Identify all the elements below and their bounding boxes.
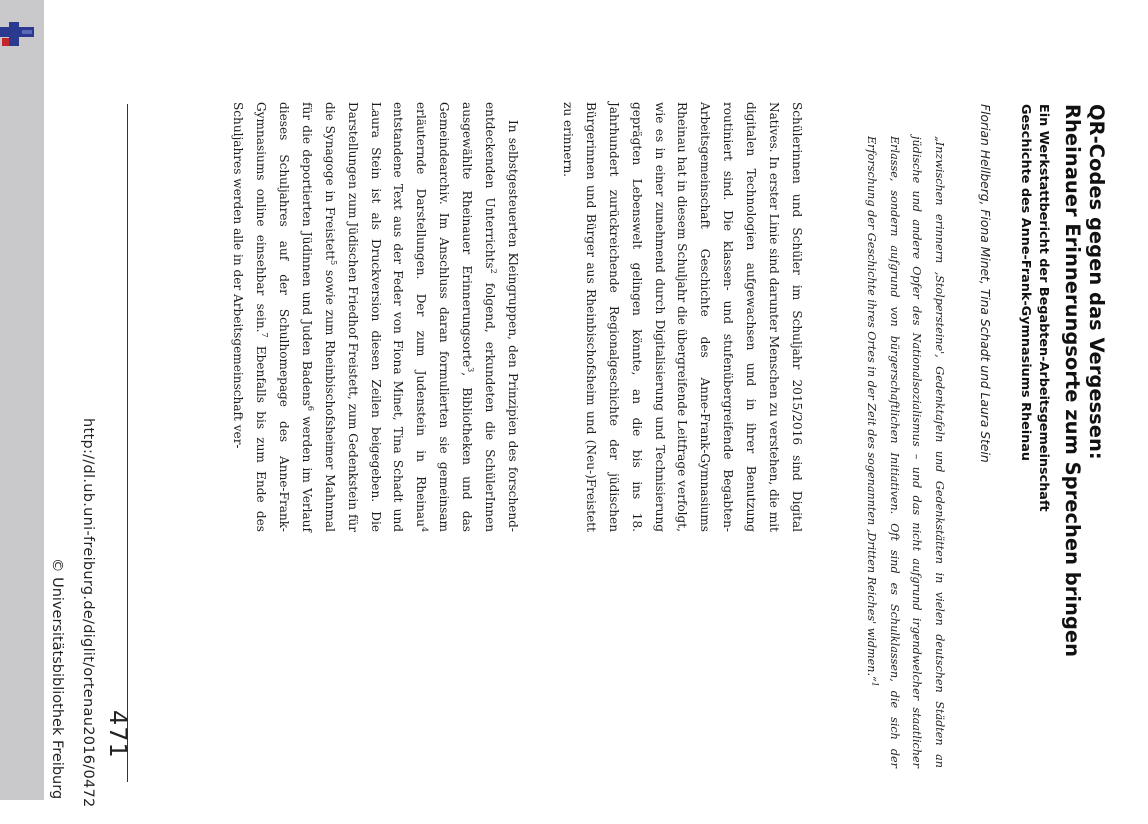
subtitle-line-2: Geschichte des Anne-Frank-Gymnasiums Rheinau [1018,104,1033,461]
footnote-marker: 4 [420,526,430,532]
footnote-marker: 2 [489,268,499,274]
footnote-marker: 1 [870,681,880,687]
header-rule [127,104,128,782]
paragraph-text: Ebenfalls bis zum Ende des Schuljahres werden alle in der Arbeitsgemeinschaft ver- [231,102,269,532]
article-subtitle [1016,104,1052,824]
body-paragraph-2 [226,102,524,532]
body-paragraph-1: Schülerinnen und Schüler im Schuljahr 2015/2016 sind Digital Natives. In erster Linie sind darunter Menschen zu verstehen, die mit digitalen Technologien aufgewachsen und in ihrer Benutzung routiniert sind. Die klassen- und stufenübergreifende Begabten-Arbeitsgemeinschaft Geschichte des Anne-Frank-Gymnasiums Rheinau hat in diesem Schuljahr die übergreifende Leitfrage verfolgt, wie es in einer zunehmend durch Digitalisierung und Technisierung geprägten Lebenswelt gelingen könnte, an die bis ins 18. Jahrhundert zurückreichende Regionalgeschichte der jüdischen Bürgerinnen und Bürger aus Rheinbischofsheim und (Neu-)Freistett zu erinnern. [560,102,804,532]
article-authors: Florian Hellberg, Fiona Minet, Tina Schadt und Laura Stein [978,104,992,463]
page-number: 471 [104,710,132,759]
viewer-left-margin [0,0,44,800]
footnote-marker: 6 [305,405,315,411]
footnote-marker: 5 [328,260,338,266]
footnote-marker: 3 [466,367,476,373]
epigraph-text: „Inzwischen erinnern ‚Stolpersteine', Gedenktafeln und Gedenkstätten in vielen deutschen Städten an jüdische und andere Opfer des Nationalsozialismus – und das nicht aufgrund irgendwelcher staatlicher Erlasse, sondern aufgrund von bürgerschaftlichen Initiativen. Oft sind es Schulklassen, die sich der Erforschung der Geschichte ihres Ortes in der Zeit des sogenannten ‚Dritten Reiches' widmen.“ [865,136,946,768]
title-line-1: QR-Codes gegen das Vergessen: [1085,104,1108,460]
body-column-1 [556,102,808,532]
paragraph-text: folgend, erkundeten die SchülerInnen ausgewählte Rheinauer Erinnerungsorte [460,102,498,532]
document-page [44,0,1148,808]
subtitle-line-1: Ein Werkstattbericht der Begabten-Arbeitsgemeinschaft [1036,104,1051,512]
article-title [1060,104,1108,824]
paragraph-text: , Bibliotheken und das Gemeindearchiv. Im Anschluss daran formulierten sie gemeinsam erläuternde Darstellungen. Der zum Judenstein in Rheinau [414,102,475,533]
title-line-2: Rheinauer Erinnerungsorte zum Sprechen bringen [1061,104,1084,657]
copyright-notice: © Universitätsbibliothek Freiburg [49,558,65,800]
epigraph-quote [860,136,950,768]
source-url[interactable]: http://dl.ub.uni-freiburg.de/diglit/ortenau2016/0472 [80,418,96,808]
paragraph-text: sowie zum Rheinbischofsheimer Mahnmal für die deportierten Jüdinnen und Juden Badens [299,102,337,533]
body-column-2 [226,102,524,532]
footnote-marker: 7 [260,332,270,338]
paragraph-text: In selbstgesteuerten Kleingruppen, den Prinzipien des forschend-entdeckenden Unterrichts [483,102,520,532]
paragraph-text: werden im Verlauf dieses Schuljahres auf der Schulhomepage des Anne-Frank-Gymnasiums online einsehbar sein. [254,102,314,532]
paragraph-text: entstandene Text aus der Feder von Fiona Minet, Tina Schadt und Laura Stein ist als Druckversion diesen Zeilen beigegeben. Die Darstellungen zum Jüdischen Friedhof Freistett, zum Gedenkstein für die Synagoge in Freistett [322,102,406,532]
rotated-page-content [44,0,1148,808]
